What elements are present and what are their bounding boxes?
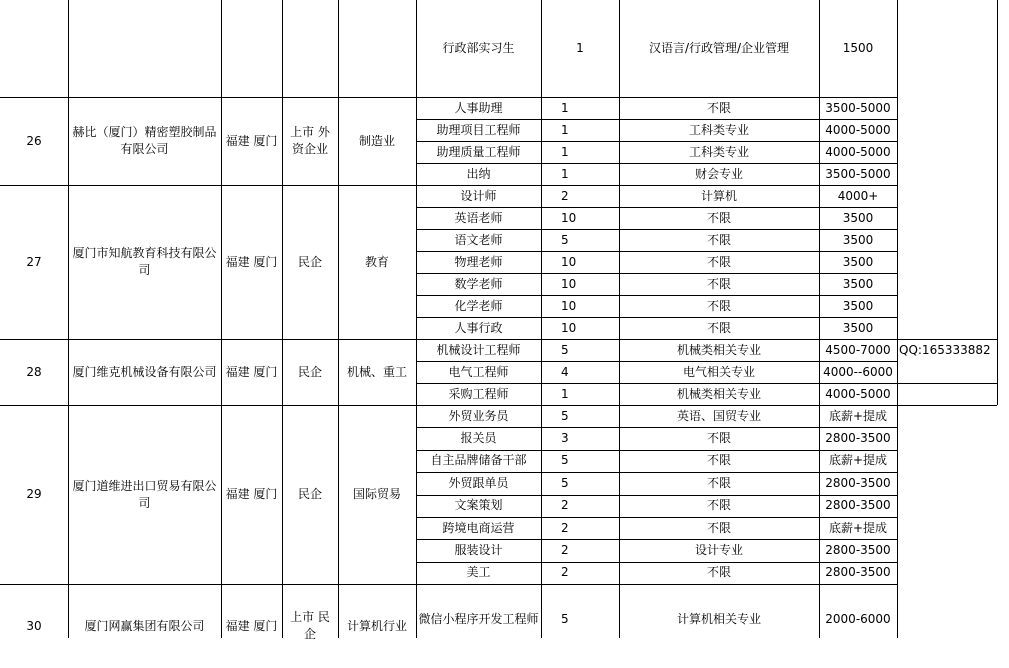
extra-gridline	[897, 405, 997, 406]
job-salary-cell: 3500	[842, 254, 874, 269]
job-salary-cell: 4000-5000	[825, 144, 891, 159]
job-count-cell: 1	[561, 386, 569, 401]
column-gridline	[541, 0, 542, 638]
company-type-cell: 上市 民企	[290, 610, 330, 641]
job-count-cell: 10	[561, 320, 577, 335]
job-count-cell: 5	[561, 408, 569, 423]
row-index-cell: 29	[26, 487, 42, 501]
job-salary-cell: 3500	[842, 210, 874, 225]
block-gridline	[0, 339, 897, 340]
row-index-cell: 30	[26, 618, 42, 633]
job-salary-cell: 4000+	[837, 188, 879, 203]
job-requirement-cell: 工科类专业	[688, 144, 749, 159]
company-name-cell: 厦门网赢集团有限公司	[84, 618, 205, 633]
job-position-cell: 语文老师	[454, 232, 503, 247]
job-salary-cell: 2800-3500	[825, 475, 891, 490]
row-gridline	[416, 317, 897, 318]
job-salary-cell: 底薪+提成	[828, 520, 888, 535]
job-count-cell: 10	[561, 210, 577, 225]
job-position-cell: 美工	[466, 565, 491, 580]
job-count-cell: 5	[561, 611, 569, 626]
job-salary-cell: 4000-5000	[825, 386, 891, 401]
row-gridline	[416, 472, 897, 473]
job-position-cell: 英语老师	[454, 210, 503, 225]
job-requirement-cell: 电气相关专业	[682, 364, 755, 379]
job-position-cell: 采购工程师	[448, 386, 509, 401]
job-count-cell: 1	[561, 100, 569, 115]
row-gridline	[416, 295, 897, 296]
job-position-cell: 微信小程序开发工程师	[418, 611, 539, 626]
company-industry-cell: 国际贸易	[352, 487, 401, 501]
job-position-cell: 人事行政	[454, 320, 503, 335]
job-salary-cell: 2000-6000	[825, 611, 891, 626]
job-position-cell: 报关员	[460, 431, 497, 446]
job-requirement-cell: 机械类相关专业	[676, 342, 761, 357]
company-type-cell: 民企	[297, 254, 322, 269]
job-position-cell: 物理老师	[454, 254, 503, 269]
row-gridline	[416, 119, 897, 120]
job-requirement-cell: 不限	[706, 498, 731, 513]
extra-gridline	[897, 339, 997, 340]
company-name-cell: 厦门维克机械设备有限公司	[72, 364, 217, 379]
column-gridline	[338, 0, 339, 638]
column-gridline	[897, 0, 898, 638]
company-industry-cell: 制造业	[358, 133, 395, 148]
row-index-cell: 26	[26, 133, 42, 148]
column-gridline	[997, 0, 998, 405]
company-type-cell: 民企	[297, 364, 322, 379]
job-count-cell: 2	[561, 565, 569, 580]
job-requirement-cell: 财会专业	[694, 166, 743, 181]
job-count-cell: 2	[561, 542, 569, 557]
job-count-cell: 1	[576, 41, 584, 55]
job-requirement-cell: 不限	[706, 232, 731, 247]
row-gridline	[416, 383, 897, 384]
job-requirement-cell: 汉语言/行政管理/企业管理	[648, 41, 790, 55]
job-salary-cell: 3500-5000	[825, 100, 891, 115]
job-count-cell: 2	[561, 498, 569, 513]
job-salary-cell: 底薪+提成	[828, 453, 888, 468]
row-gridline	[416, 361, 897, 362]
job-salary-cell: 2800-3500	[825, 498, 891, 513]
job-requirement-cell: 不限	[706, 254, 731, 269]
company-location-cell: 福建 厦门	[225, 364, 278, 379]
row-gridline	[416, 517, 897, 518]
job-salary-cell: 4500-7000	[825, 342, 891, 357]
job-requirement-cell: 机械类相关专业	[676, 386, 761, 401]
job-requirement-cell: 不限	[706, 431, 731, 446]
row-index-cell: 28	[26, 364, 42, 379]
job-position-cell: 文案策划	[454, 498, 503, 513]
row-gridline	[416, 427, 897, 428]
column-gridline	[68, 0, 69, 638]
column-gridline	[819, 0, 820, 638]
job-salary-cell: 4000-5000	[825, 122, 891, 137]
job-position-cell: 助理项目工程师	[436, 122, 521, 137]
job-requirement-cell: 计算机	[700, 188, 737, 203]
job-salary-cell: 3500-5000	[825, 166, 891, 181]
job-salary-cell: 2800-3500	[825, 565, 891, 580]
column-gridline	[282, 0, 283, 638]
job-requirement-cell: 工科类专业	[688, 122, 749, 137]
job-requirement-cell: 英语、国贸专业	[676, 408, 761, 423]
row-gridline	[416, 539, 897, 540]
row-gridline	[416, 273, 897, 274]
job-position-cell: 服装设计	[454, 542, 503, 557]
job-requirement-cell: 不限	[706, 276, 731, 291]
column-gridline	[221, 0, 222, 638]
job-count-cell: 1	[561, 144, 569, 159]
job-count-cell: 10	[561, 276, 577, 291]
column-gridline	[619, 0, 620, 638]
company-type-cell: 民企	[297, 487, 322, 501]
job-count-cell: 4	[561, 364, 569, 379]
job-position-cell: 出纳	[466, 166, 491, 181]
job-count-cell: 3	[561, 431, 569, 446]
job-count-cell: 1	[561, 122, 569, 137]
company-name-cell: 厦门市知航教育科技有限公司	[72, 246, 217, 277]
block-gridline	[0, 97, 897, 98]
job-salary-cell: 1500	[842, 41, 874, 55]
job-requirement-cell: 不限	[706, 100, 731, 115]
row-gridline	[416, 450, 897, 451]
job-count-cell: 5	[561, 232, 569, 247]
row-gridline	[416, 207, 897, 208]
job-count-cell: 1	[561, 166, 569, 181]
job-requirement-cell: 不限	[706, 520, 731, 535]
job-salary-cell: 2800-3500	[825, 542, 891, 557]
job-salary-cell: 4000--6000	[823, 364, 893, 379]
job-count-cell: 5	[561, 453, 569, 468]
company-location-cell: 福建 厦门	[225, 487, 278, 501]
job-position-cell: 电气工程师	[448, 364, 509, 379]
job-salary-cell: 3500	[842, 276, 874, 291]
job-requirement-cell: 不限	[706, 320, 731, 335]
job-count-cell: 10	[561, 254, 577, 269]
job-salary-cell: 3500	[842, 298, 874, 313]
job-position-cell: 人事助理	[454, 100, 503, 115]
company-industry-cell: 教育	[364, 254, 389, 269]
job-requirement-cell: 不限	[706, 453, 731, 468]
job-requirement-cell: 不限	[706, 210, 731, 225]
job-position-cell: 外贸业务员	[448, 408, 509, 423]
row-gridline	[416, 495, 897, 496]
block-gridline	[0, 185, 897, 186]
extra-gridline	[897, 383, 997, 384]
block-gridline	[0, 405, 897, 406]
job-salary-cell: 底薪+提成	[828, 408, 888, 423]
job-count-cell: 5	[561, 342, 569, 357]
row-gridline	[416, 251, 897, 252]
job-requirement-cell: 不限	[706, 298, 731, 313]
job-position-cell: 助理质量工程师	[436, 144, 521, 159]
job-requirement-cell: 设计专业	[694, 542, 743, 557]
company-industry-cell: 计算机行业	[346, 618, 407, 633]
block-gridline	[0, 584, 897, 585]
job-count-cell: 2	[561, 520, 569, 535]
company-location-cell: 福建 厦门	[225, 133, 278, 148]
job-position-cell: 设计师	[460, 188, 497, 203]
job-position-cell: 跨境电商运营	[442, 520, 515, 535]
company-industry-cell: 机械、重工	[346, 364, 407, 379]
contact-cell: QQ:165333882	[899, 342, 991, 357]
row-gridline	[416, 562, 897, 563]
row-gridline	[416, 163, 897, 164]
row-gridline	[416, 229, 897, 230]
job-position-cell: 化学老师	[454, 298, 503, 313]
column-gridline	[416, 0, 417, 638]
job-position-cell: 机械设计工程师	[436, 342, 521, 357]
company-name-cell: 赫比（厦门）精密塑胶制品有限公司	[72, 125, 217, 156]
job-requirement-cell: 不限	[706, 565, 731, 580]
job-count-cell: 10	[561, 298, 577, 313]
job-position-cell: 外贸跟单员	[448, 475, 509, 490]
job-salary-cell: 3500	[842, 232, 874, 247]
job-count-cell: 2	[561, 188, 569, 203]
company-location-cell: 福建 厦门	[225, 618, 278, 633]
job-position-cell: 行政部实习生	[442, 41, 515, 55]
job-salary-cell: 3500	[842, 320, 874, 335]
row-gridline	[416, 141, 897, 142]
job-position-cell: 数学老师	[454, 276, 503, 291]
job-position-cell: 自主品牌储备干部	[430, 453, 527, 468]
job-requirement-cell: 计算机相关专业	[676, 611, 761, 626]
job-count-cell: 5	[561, 475, 569, 490]
job-salary-cell: 2800-3500	[825, 431, 891, 446]
company-type-cell: 上市 外资企业	[290, 125, 330, 156]
company-location-cell: 福建 厦门	[225, 254, 278, 269]
row-index-cell: 27	[26, 254, 42, 269]
company-name-cell: 厦门道维进出口贸易有限公司	[72, 478, 217, 510]
job-requirement-cell: 不限	[706, 475, 731, 490]
